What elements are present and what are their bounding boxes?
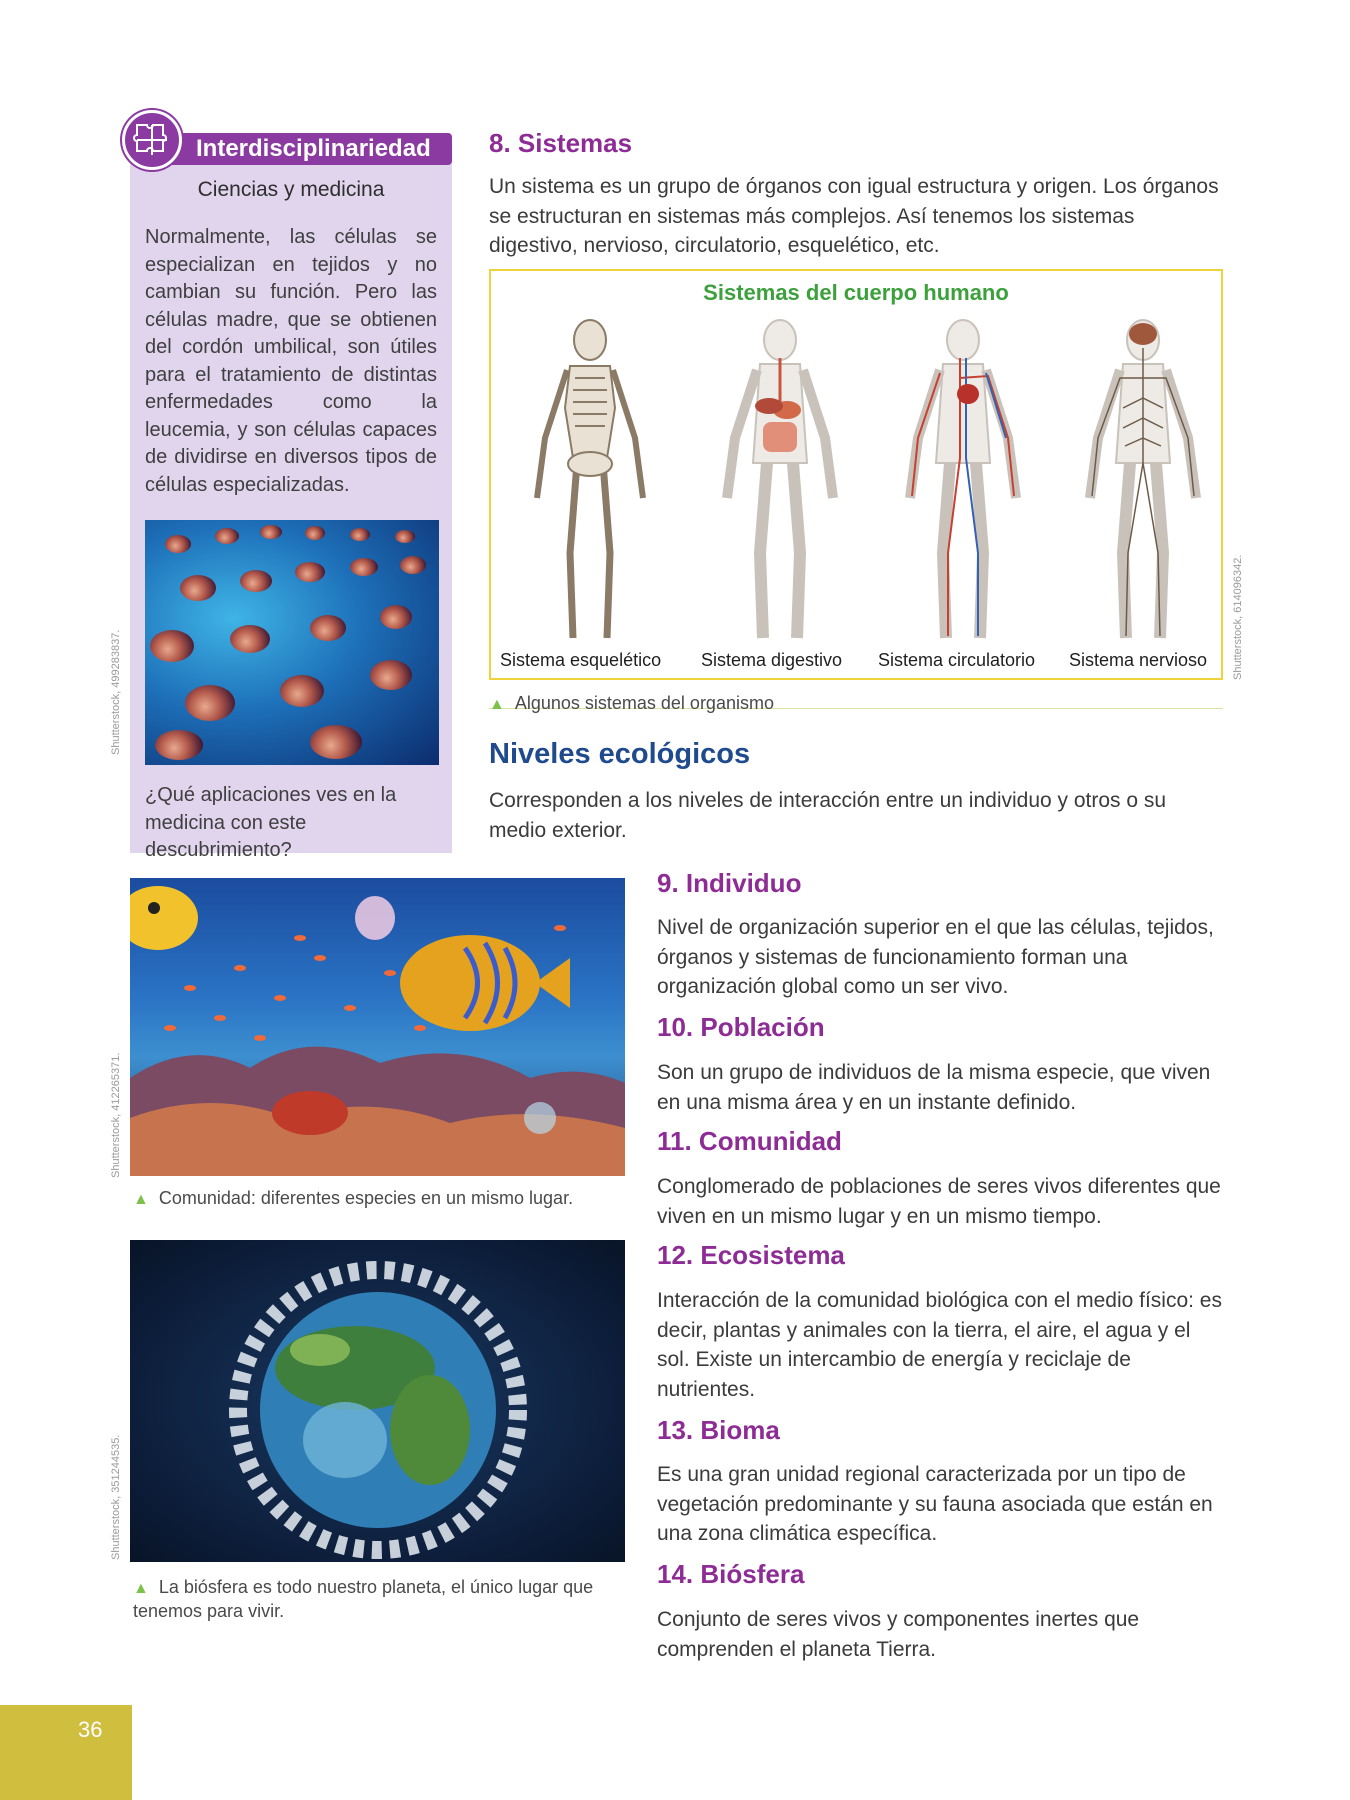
sidebar-text: Normalmente, las células se especializan en tejidos y no cambian su función. Pero las células madre, que se obtienen del cordón umbilical, son útiles para el tratamiento de distintas enfermedades como la leucemia, y son células capaces de dividirse en diversos tipos de células especializadas. bbox=[145, 226, 437, 496]
section-8-text: Un sistema es un grupo de órganos con igual estructura y origen. Los órganos se estructuran en sistemas más complejos. Así tenemos los sistemas digestivo, nervioso, circulatorio, esquelético, etc. bbox=[489, 175, 1219, 257]
stem-cells-credit: Shutterstock, 499283837. bbox=[110, 629, 122, 755]
level-10-text: Son un grupo de individuos de la misma especie, que viven en una misma área y en un instante definido. bbox=[657, 1061, 1211, 1114]
skeletal-system-illustration bbox=[515, 318, 665, 648]
label-skeletal: Sistema esquelético bbox=[500, 650, 662, 670]
triangle-icon: ▲ bbox=[133, 1580, 149, 1597]
label-nervous: Sistema nervioso bbox=[1069, 650, 1208, 670]
interdisciplinary-title: Interdisciplinariedad bbox=[196, 135, 431, 162]
label-digestive: Sistema digestivo bbox=[701, 650, 843, 670]
level-12-heading: 12. Ecosistema bbox=[657, 1240, 845, 1270]
digestive-system-illustration bbox=[705, 318, 855, 648]
systems-caption: ▲ Algunos sistemas del organismo bbox=[489, 693, 774, 713]
earth-credit: Shutterstock, 351244535. bbox=[110, 1434, 122, 1560]
level-13-heading: 13. Bioma bbox=[657, 1415, 780, 1445]
systems-credit: Shutterstock, 614096342. bbox=[1232, 554, 1244, 680]
earth-biosphere-photo bbox=[130, 1240, 625, 1562]
level-11-heading: 11. Comunidad bbox=[657, 1126, 842, 1156]
triangle-icon: ▲ bbox=[133, 1191, 149, 1208]
level-14-heading: 14. Biósfera bbox=[657, 1559, 805, 1589]
puzzle-icon bbox=[122, 110, 182, 170]
sidebar-subtitle: Ciencias y medicina bbox=[197, 178, 385, 201]
level-9-heading: 9. Individuo bbox=[657, 868, 802, 898]
level-12-text: Interacción de la comunidad biológica con el medio físico: es decir, plantas y animales con la tierra, el aire, el agua y el sol. Existe un intercambio de energía y reciclaje de nutrientes. bbox=[657, 1289, 1222, 1401]
level-9-text: Nivel de organización superior en el que las células, tejidos, órganos y sistemas de funcionamiento forman una organización global como un ser vivo. bbox=[657, 916, 1214, 998]
figure-title: Sistemas del cuerpo humano bbox=[703, 280, 1009, 305]
level-13-text: Es una gran unidad regional caracterizada por un tipo de vegetación predominante y su fauna asociada que están en una zona climática específica. bbox=[657, 1463, 1213, 1545]
niveles-heading: Niveles ecológicos bbox=[489, 738, 751, 770]
level-10-heading: 10. Población bbox=[657, 1012, 825, 1042]
earth-caption: ▲ La biósfera es todo nuestro planeta, el único lugar que tenemos para vivir. bbox=[133, 1577, 594, 1621]
coral-reef-photo bbox=[130, 878, 625, 1176]
interdisciplinary-title-bar bbox=[160, 133, 452, 165]
label-circulatory: Sistema circulatorio bbox=[878, 650, 1036, 670]
niveles-text: Corresponden a los niveles de interacción entre un individuo y otros o su medio exterior. bbox=[489, 789, 1167, 842]
level-11-text: Conglomerado de poblaciones de seres vivos diferentes que viven en un mismo lugar y en un mismo tiempo. bbox=[657, 1175, 1221, 1228]
nervous-system-illustration bbox=[1068, 318, 1218, 648]
circulatory-system-illustration bbox=[888, 318, 1038, 648]
page-number: 36 bbox=[78, 1717, 103, 1742]
reef-credit: Shutterstock, 412265371. bbox=[110, 1052, 122, 1178]
level-14-text: Conjunto de seres vivos y componentes inertes que comprenden el planeta Tierra. bbox=[657, 1608, 1140, 1661]
sidebar-question: ¿Qué aplicaciones ves en la medicina con este descubrimiento? bbox=[145, 784, 397, 861]
stem-cells-image bbox=[145, 520, 439, 765]
triangle-icon: ▲ bbox=[489, 696, 505, 713]
page-footer-band bbox=[0, 1705, 132, 1800]
reef-caption: ▲ Comunidad: diferentes especies en un mismo lugar. bbox=[133, 1188, 574, 1208]
section-8-heading: 8. Sistemas bbox=[489, 128, 633, 158]
